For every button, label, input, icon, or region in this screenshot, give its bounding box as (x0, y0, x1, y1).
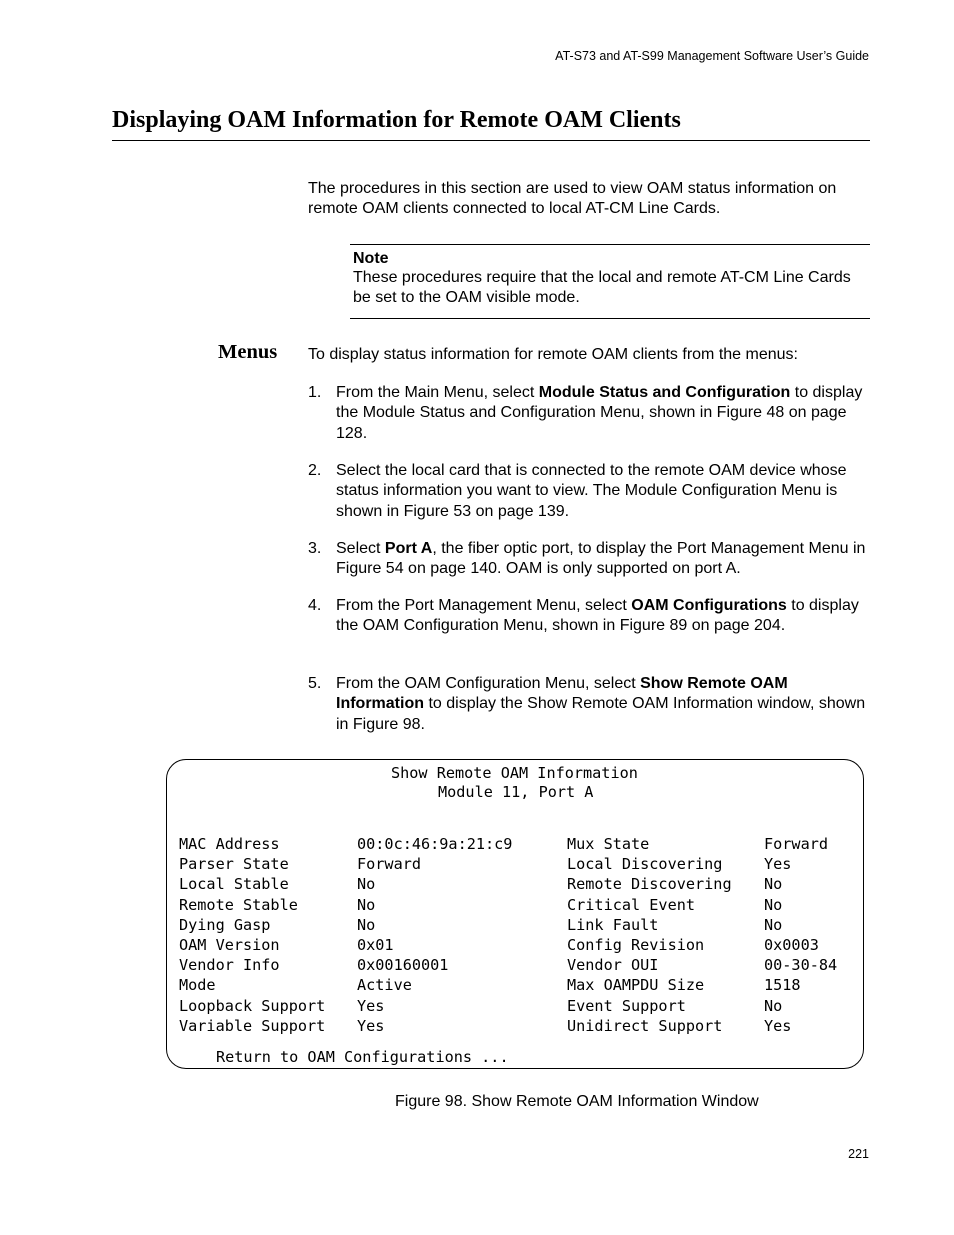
terminal-title: Show Remote OAM Information (391, 764, 638, 782)
field-value: Yes (764, 855, 792, 874)
step-text: Select Port A, the fiber optic port, to display the Port Management Menu in Figure 54 on page 140. OAM is only supported on port A. (336, 540, 866, 578)
field-label: Variable Support (179, 1016, 326, 1035)
field-value: Yes (764, 1016, 792, 1035)
ui-reference: Show Remote OAM Information (336, 675, 788, 713)
field-label: Vendor OUI (567, 956, 659, 975)
field-label: Remote Discovering (567, 875, 732, 894)
step-number: 2. (308, 462, 322, 479)
menus-heading: Menus (218, 341, 278, 363)
field-label: Link Fault (567, 915, 659, 934)
step-text: From the Main Menu, select Module Status and Configuration to display the Module Status and Configuration Menu, shown in Figure 48 on page 128. (336, 384, 863, 442)
step-number: 5. (308, 675, 322, 692)
field-label: Dying Gasp (179, 915, 271, 934)
field-label: Event Support (567, 996, 686, 1015)
right-values (764, 834, 837, 1036)
field-value: 0x0003 (764, 935, 819, 954)
field-value: No (357, 915, 376, 934)
field-value: No (764, 915, 783, 934)
ui-reference: OAM Configurations (631, 597, 787, 614)
running-header: AT-S73 and AT-S99 Management Software User’s Guide (555, 49, 869, 63)
title-rule (112, 140, 870, 141)
field-label: Local Stable (179, 875, 289, 894)
field-value: Forward (764, 835, 829, 853)
right-labels (567, 834, 732, 1036)
field-value: 0x00160001 (357, 956, 449, 975)
menus-intro: To display status information for remote OAM clients from the menus: (308, 346, 798, 363)
field-value: Yes (357, 1016, 385, 1035)
note-heading: Note (353, 250, 389, 267)
terminal-window (166, 759, 864, 1069)
field-label: Critical Event (567, 895, 696, 914)
step-number: 4. (308, 597, 322, 614)
field-value: No (357, 895, 376, 914)
field-label: MAC Address (179, 835, 280, 853)
field-label: Loopback Support (179, 996, 326, 1015)
field-value: No (764, 895, 783, 914)
field-label: Remote Stable (179, 895, 298, 914)
step-text: From the Port Management Menu, select OAM Configurations to display the OAM Configuration Menu, shown in Figure 89 on page 204. (336, 597, 859, 635)
page-number: 221 (848, 1147, 869, 1161)
step-number: 3. (308, 540, 322, 557)
field-label: Parser State (179, 855, 289, 874)
field-value: Yes (357, 996, 385, 1015)
step-text: Select the local card that is connected to the remote OAM device whose status information you want to view. The Module Configuration Menu is shown in Figure 53 on page 139. (336, 462, 847, 520)
field-value: 00-30-84 (764, 956, 838, 975)
terminal-subtitle: Module 11, Port A (438, 783, 594, 801)
field-label: Mode (179, 976, 216, 995)
field-value: No (764, 875, 783, 894)
field-label: Mux State (567, 835, 650, 853)
return-menu-option[interactable]: Return to OAM Configurations ... (216, 1048, 509, 1066)
field-value: 0x01 (357, 935, 394, 954)
field-label: Unidirect Support (567, 1016, 723, 1035)
section-intro: The procedures in this section are used to view OAM status information on remote OAM clients connected to local AT-CM Line Cards. (308, 180, 837, 218)
field-value: No (357, 875, 376, 894)
ui-reference: Module Status and Configuration (538, 384, 791, 401)
figure-caption: Figure 98. Show Remote OAM Information Window (395, 1093, 759, 1110)
field-value: No (764, 996, 783, 1015)
step-number: 1. (308, 384, 322, 401)
field-value: Active (357, 976, 412, 995)
left-labels (179, 834, 325, 1036)
field-label: Config Revision (567, 935, 705, 954)
field-label: Local Discovering (567, 855, 723, 874)
field-label: Max OAMPDU Size (567, 976, 705, 995)
ui-reference: Port A (384, 540, 433, 557)
field-value: 00:0c:46:9a:21:c9 (357, 835, 513, 853)
note-box (350, 244, 870, 319)
left-values (357, 834, 512, 1036)
step-text: From the OAM Configuration Menu, select Show Remote OAM Information to display the Show Remote OAM Information window, shown in Figure 98. (336, 675, 866, 733)
field-label: Vendor Info (179, 956, 280, 975)
field-value: 1518 (764, 976, 801, 995)
note-text: These procedures require that the local and remote AT-CM Line Cards be set to the OAM visible mode. (353, 269, 851, 307)
field-label: OAM Version (179, 935, 280, 954)
section-title: Displaying OAM Information for Remote OAM Clients (112, 107, 681, 133)
field-value: Forward (357, 855, 422, 874)
